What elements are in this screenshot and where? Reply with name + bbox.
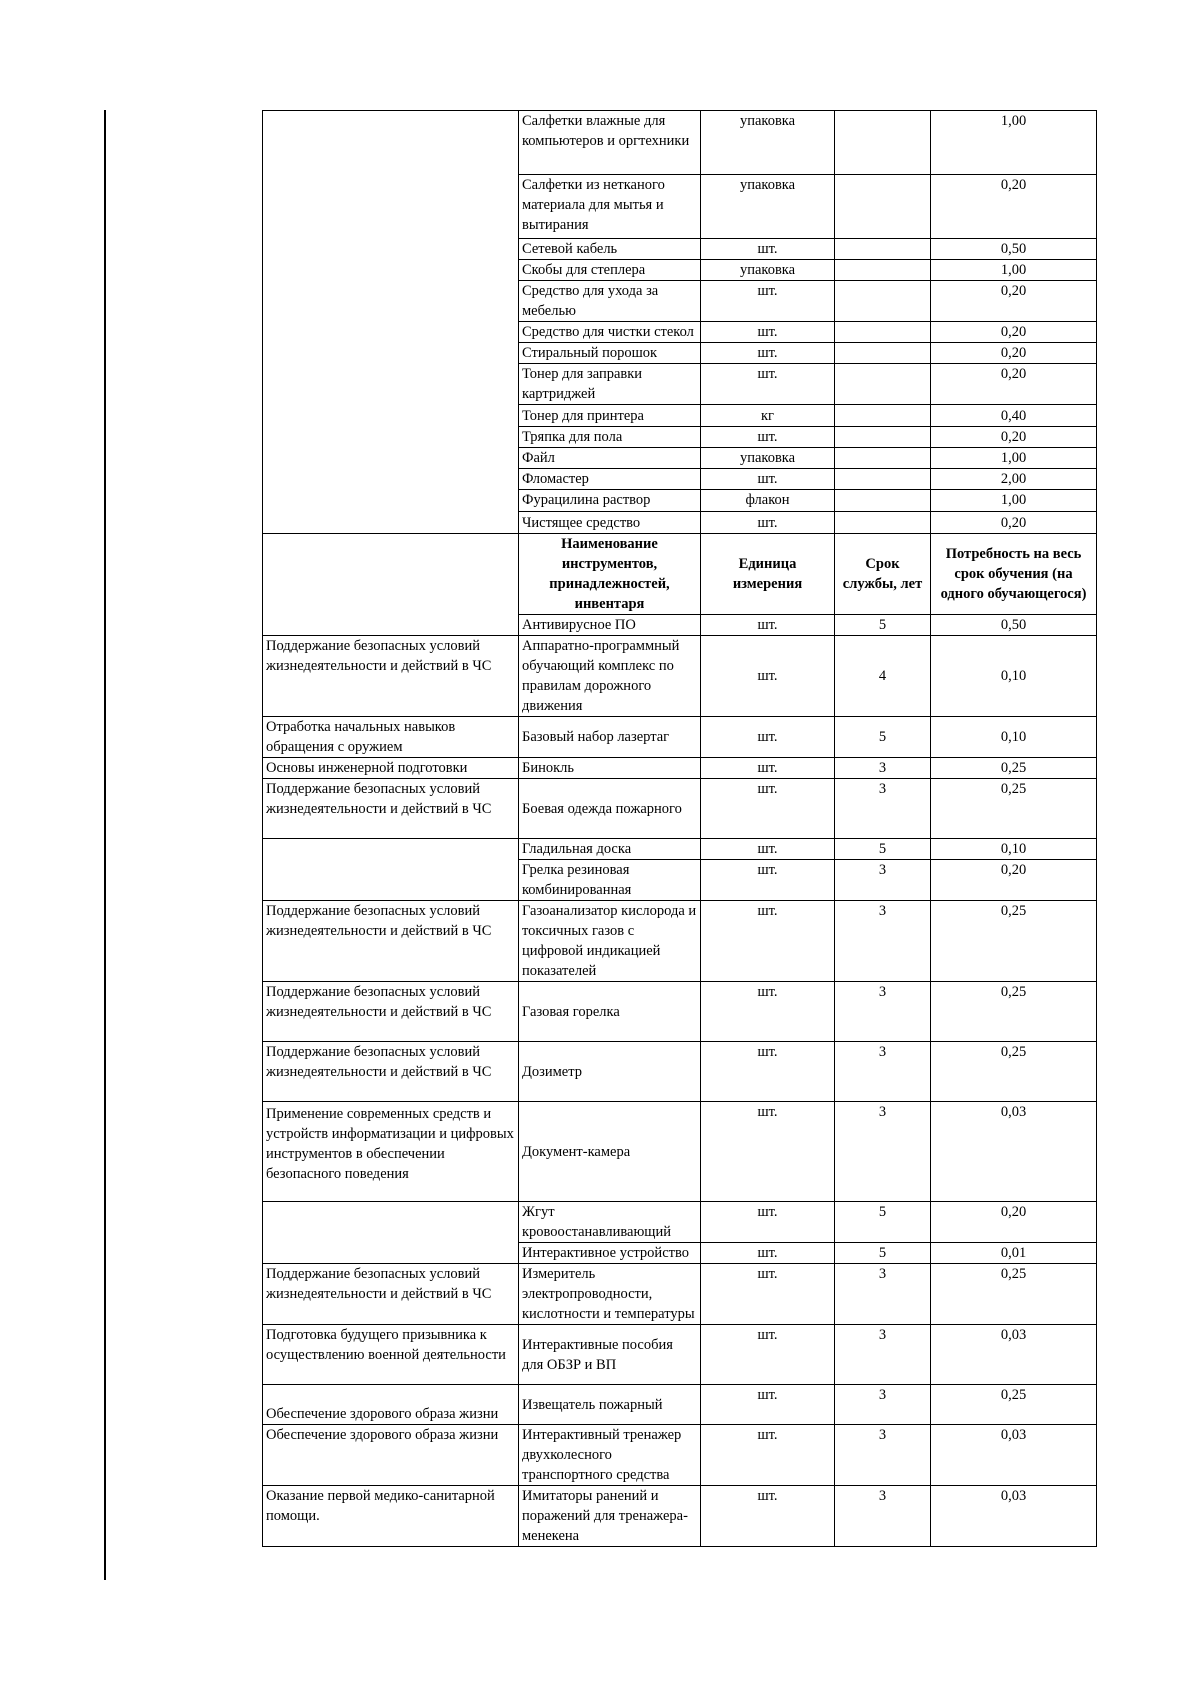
item-unit: шт. [701,1425,835,1486]
item-name: Гладильная доска [519,839,701,860]
item-need: 0,20 [931,343,1097,364]
item-life [835,448,931,469]
item-life: 3 [835,901,931,982]
item-unit: упаковка [701,175,835,239]
table-row [263,717,1097,758]
item-name: Жгут кровоостанавливающий [519,1202,701,1243]
item-name: Газоанализатор кислорода и токсичных газов с цифровой индикацией показателей [519,901,701,982]
table-header-row [263,534,1097,615]
table-row [263,1385,1097,1425]
item-unit: шт. [701,636,835,717]
table-row [263,1325,1097,1385]
item-unit: шт. [701,512,835,534]
item-life: 3 [835,1042,931,1102]
item-name: Тряпка для пола [519,427,701,448]
item-need: 0,20 [931,860,1097,901]
item-need: 0,20 [931,322,1097,343]
item-need: 1,00 [931,490,1097,512]
item-unit: шт. [701,1243,835,1264]
item-life: 3 [835,758,931,779]
item-name: Измеритель электропроводности, кислотности и температуры [519,1264,701,1325]
item-unit: шт. [701,343,835,364]
column-header-unit: Единица измерения [701,534,835,615]
item-life [835,322,931,343]
item-need: 0,25 [931,901,1097,982]
item-unit: шт. [701,779,835,839]
item-life [835,405,931,427]
item-life [835,364,931,405]
item-name: Чистящее средство [519,512,701,534]
item-need: 1,00 [931,448,1097,469]
section-cell: Поддержание безопасных условий жизнедеятельности и действий в ЧС [263,1042,519,1102]
item-need: 0,25 [931,758,1097,779]
item-name: Тонер для принтера [519,405,701,427]
item-unit: шт. [701,239,835,260]
section-cell: Поддержание безопасных условий жизнедеятельности и действий в ЧС [263,636,519,717]
item-need: 2,00 [931,469,1097,490]
item-need: 0,20 [931,281,1097,322]
item-life [835,427,931,448]
item-life: 5 [835,839,931,860]
item-name: Фломастер [519,469,701,490]
item-unit: шт. [701,427,835,448]
item-unit: шт. [701,1102,835,1202]
item-life [835,512,931,534]
column-header-need: Потребность на весь срок обучения (на одного обучающегося) [931,534,1097,615]
item-life: 3 [835,1102,931,1202]
item-name: Интерактивное устройство [519,1243,701,1264]
item-need: 0,03 [931,1325,1097,1385]
item-unit: шт. [701,1202,835,1243]
section-cell: Обеспечение здорового образа жизни [263,1425,519,1486]
item-need: 0,20 [931,512,1097,534]
section-cell: Основы инженерной подготовки [263,758,519,779]
item-name: Грелка резиновая комбинированная [519,860,701,901]
item-life [835,111,931,175]
item-life: 3 [835,779,931,839]
item-name: Аппаратно-программный обучающий комплекс по правилам дорожного движения [519,636,701,717]
section-cell: Поддержание безопасных условий жизнедеятельности и действий в ЧС [263,779,519,839]
item-unit: шт. [701,1325,835,1385]
column-header-life: Срок службы, лет [835,534,931,615]
section-cell-empty [263,1202,519,1264]
item-need: 1,00 [931,260,1097,281]
table-row [263,1102,1097,1202]
table-row [263,982,1097,1042]
item-unit: шт. [701,1385,835,1425]
item-unit: упаковка [701,260,835,281]
item-name: Сетевой кабель [519,239,701,260]
item-unit: кг [701,405,835,427]
item-name: Салфетки из нетканого материала для мытья и вытирания [519,175,701,239]
item-name: Боевая одежда пожарного [519,779,701,839]
item-need: 0,03 [931,1102,1097,1202]
table-row [263,111,1097,175]
item-life: 5 [835,1202,931,1243]
item-unit: шт. [701,982,835,1042]
item-unit: упаковка [701,111,835,175]
item-unit: шт. [701,1486,835,1547]
item-unit: шт. [701,839,835,860]
section-cell-empty [263,534,519,636]
item-unit: флакон [701,490,835,512]
item-name: Средство для ухода за мебелью [519,281,701,322]
item-need: 0,50 [931,239,1097,260]
item-life: 3 [835,860,931,901]
item-need: 0,25 [931,779,1097,839]
item-name: Документ-камера [519,1102,701,1202]
table-row [263,1264,1097,1325]
left-margin-rule [104,110,106,1580]
section-cell: Поддержание безопасных условий жизнедеятельности и действий в ЧС [263,1264,519,1325]
item-life: 3 [835,1325,931,1385]
item-need: 0,10 [931,839,1097,860]
item-life: 5 [835,717,931,758]
item-need: 0,20 [931,364,1097,405]
section-cell: Обеспечение здорового образа жизни [263,1385,519,1425]
item-unit: шт. [701,1264,835,1325]
item-life [835,175,931,239]
item-life: 3 [835,1425,931,1486]
item-name: Скобы для степлера [519,260,701,281]
item-name: Интерактивный тренажер двухколесного транспортного средства [519,1425,701,1486]
table-row [263,758,1097,779]
table-row [263,1042,1097,1102]
item-need: 0,40 [931,405,1097,427]
item-unit: шт. [701,615,835,636]
section-cell: Оказание первой медико-санитарной помощи. [263,1486,519,1547]
item-name: Извещатель пожарный [519,1385,701,1425]
table-row [263,636,1097,717]
item-name: Тонер для заправки картриджей [519,364,701,405]
table-row [263,1202,1097,1243]
item-life: 4 [835,636,931,717]
item-need: 0,25 [931,982,1097,1042]
item-unit: шт. [701,901,835,982]
table-row [263,1486,1097,1547]
table-row [263,901,1097,982]
table-row [263,779,1097,839]
item-life [835,469,931,490]
item-name: Бинокль [519,758,701,779]
item-need: 0,25 [931,1042,1097,1102]
item-name: Интерактивные пособия для ОБЗР и ВП [519,1325,701,1385]
item-life: 3 [835,982,931,1042]
item-name: Имитаторы ранений и поражений для тренажера-менекена [519,1486,701,1547]
item-unit: шт. [701,364,835,405]
item-need: 0,25 [931,1264,1097,1325]
item-need: 0,10 [931,717,1097,758]
item-name: Газовая горелка [519,982,701,1042]
item-need: 0,25 [931,1385,1097,1425]
item-unit: упаковка [701,448,835,469]
item-unit: шт. [701,469,835,490]
section-cell: Поддержание безопасных условий жизнедеятельности и действий в ЧС [263,901,519,982]
item-life [835,343,931,364]
item-life: 3 [835,1264,931,1325]
section-cell: Применение современных средств и устройств информатизации и цифровых инструментов в обеспечении безопасного поведения [263,1102,519,1202]
item-name: Антивирусное ПО [519,615,701,636]
item-need: 0,03 [931,1486,1097,1547]
item-need: 0,03 [931,1425,1097,1486]
item-life [835,281,931,322]
item-name: Салфетки влажные для компьютеров и оргтехники [519,111,701,175]
item-name: Стиральный порошок [519,343,701,364]
item-name: Базовый набор лазертаг [519,717,701,758]
item-need: 0,20 [931,427,1097,448]
item-name: Средство для чистки стекол [519,322,701,343]
section-cell-empty [263,111,519,534]
section-cell: Отработка начальных навыков обращения с оружием [263,717,519,758]
item-name: Дозиметр [519,1042,701,1102]
item-unit: шт. [701,758,835,779]
item-life [835,260,931,281]
item-need: 0,01 [931,1243,1097,1264]
item-life: 5 [835,1243,931,1264]
item-name: Фурацилина раствор [519,490,701,512]
table-row [263,1425,1097,1486]
item-need: 0,20 [931,175,1097,239]
item-need: 0,50 [931,615,1097,636]
item-need: 0,20 [931,1202,1097,1243]
item-unit: шт. [701,717,835,758]
item-need: 0,10 [931,636,1097,717]
item-life [835,239,931,260]
section-cell-empty [263,839,519,901]
section-cell: Подготовка будущего призывника к осуществлению военной деятельности [263,1325,519,1385]
section-cell: Поддержание безопасных условий жизнедеятельности и действий в ЧС [263,982,519,1042]
item-name: Файл [519,448,701,469]
item-life: 3 [835,1486,931,1547]
table-row [263,839,1097,860]
item-life: 5 [835,615,931,636]
item-unit: шт. [701,322,835,343]
item-unit: шт. [701,281,835,322]
item-life: 3 [835,1385,931,1425]
item-need: 1,00 [931,111,1097,175]
item-unit: шт. [701,1042,835,1102]
item-life [835,490,931,512]
item-unit: шт. [701,860,835,901]
equipment-table [262,110,1097,1547]
column-header-name: Наименование инструментов, принадлежностей, инвентаря [519,534,701,615]
